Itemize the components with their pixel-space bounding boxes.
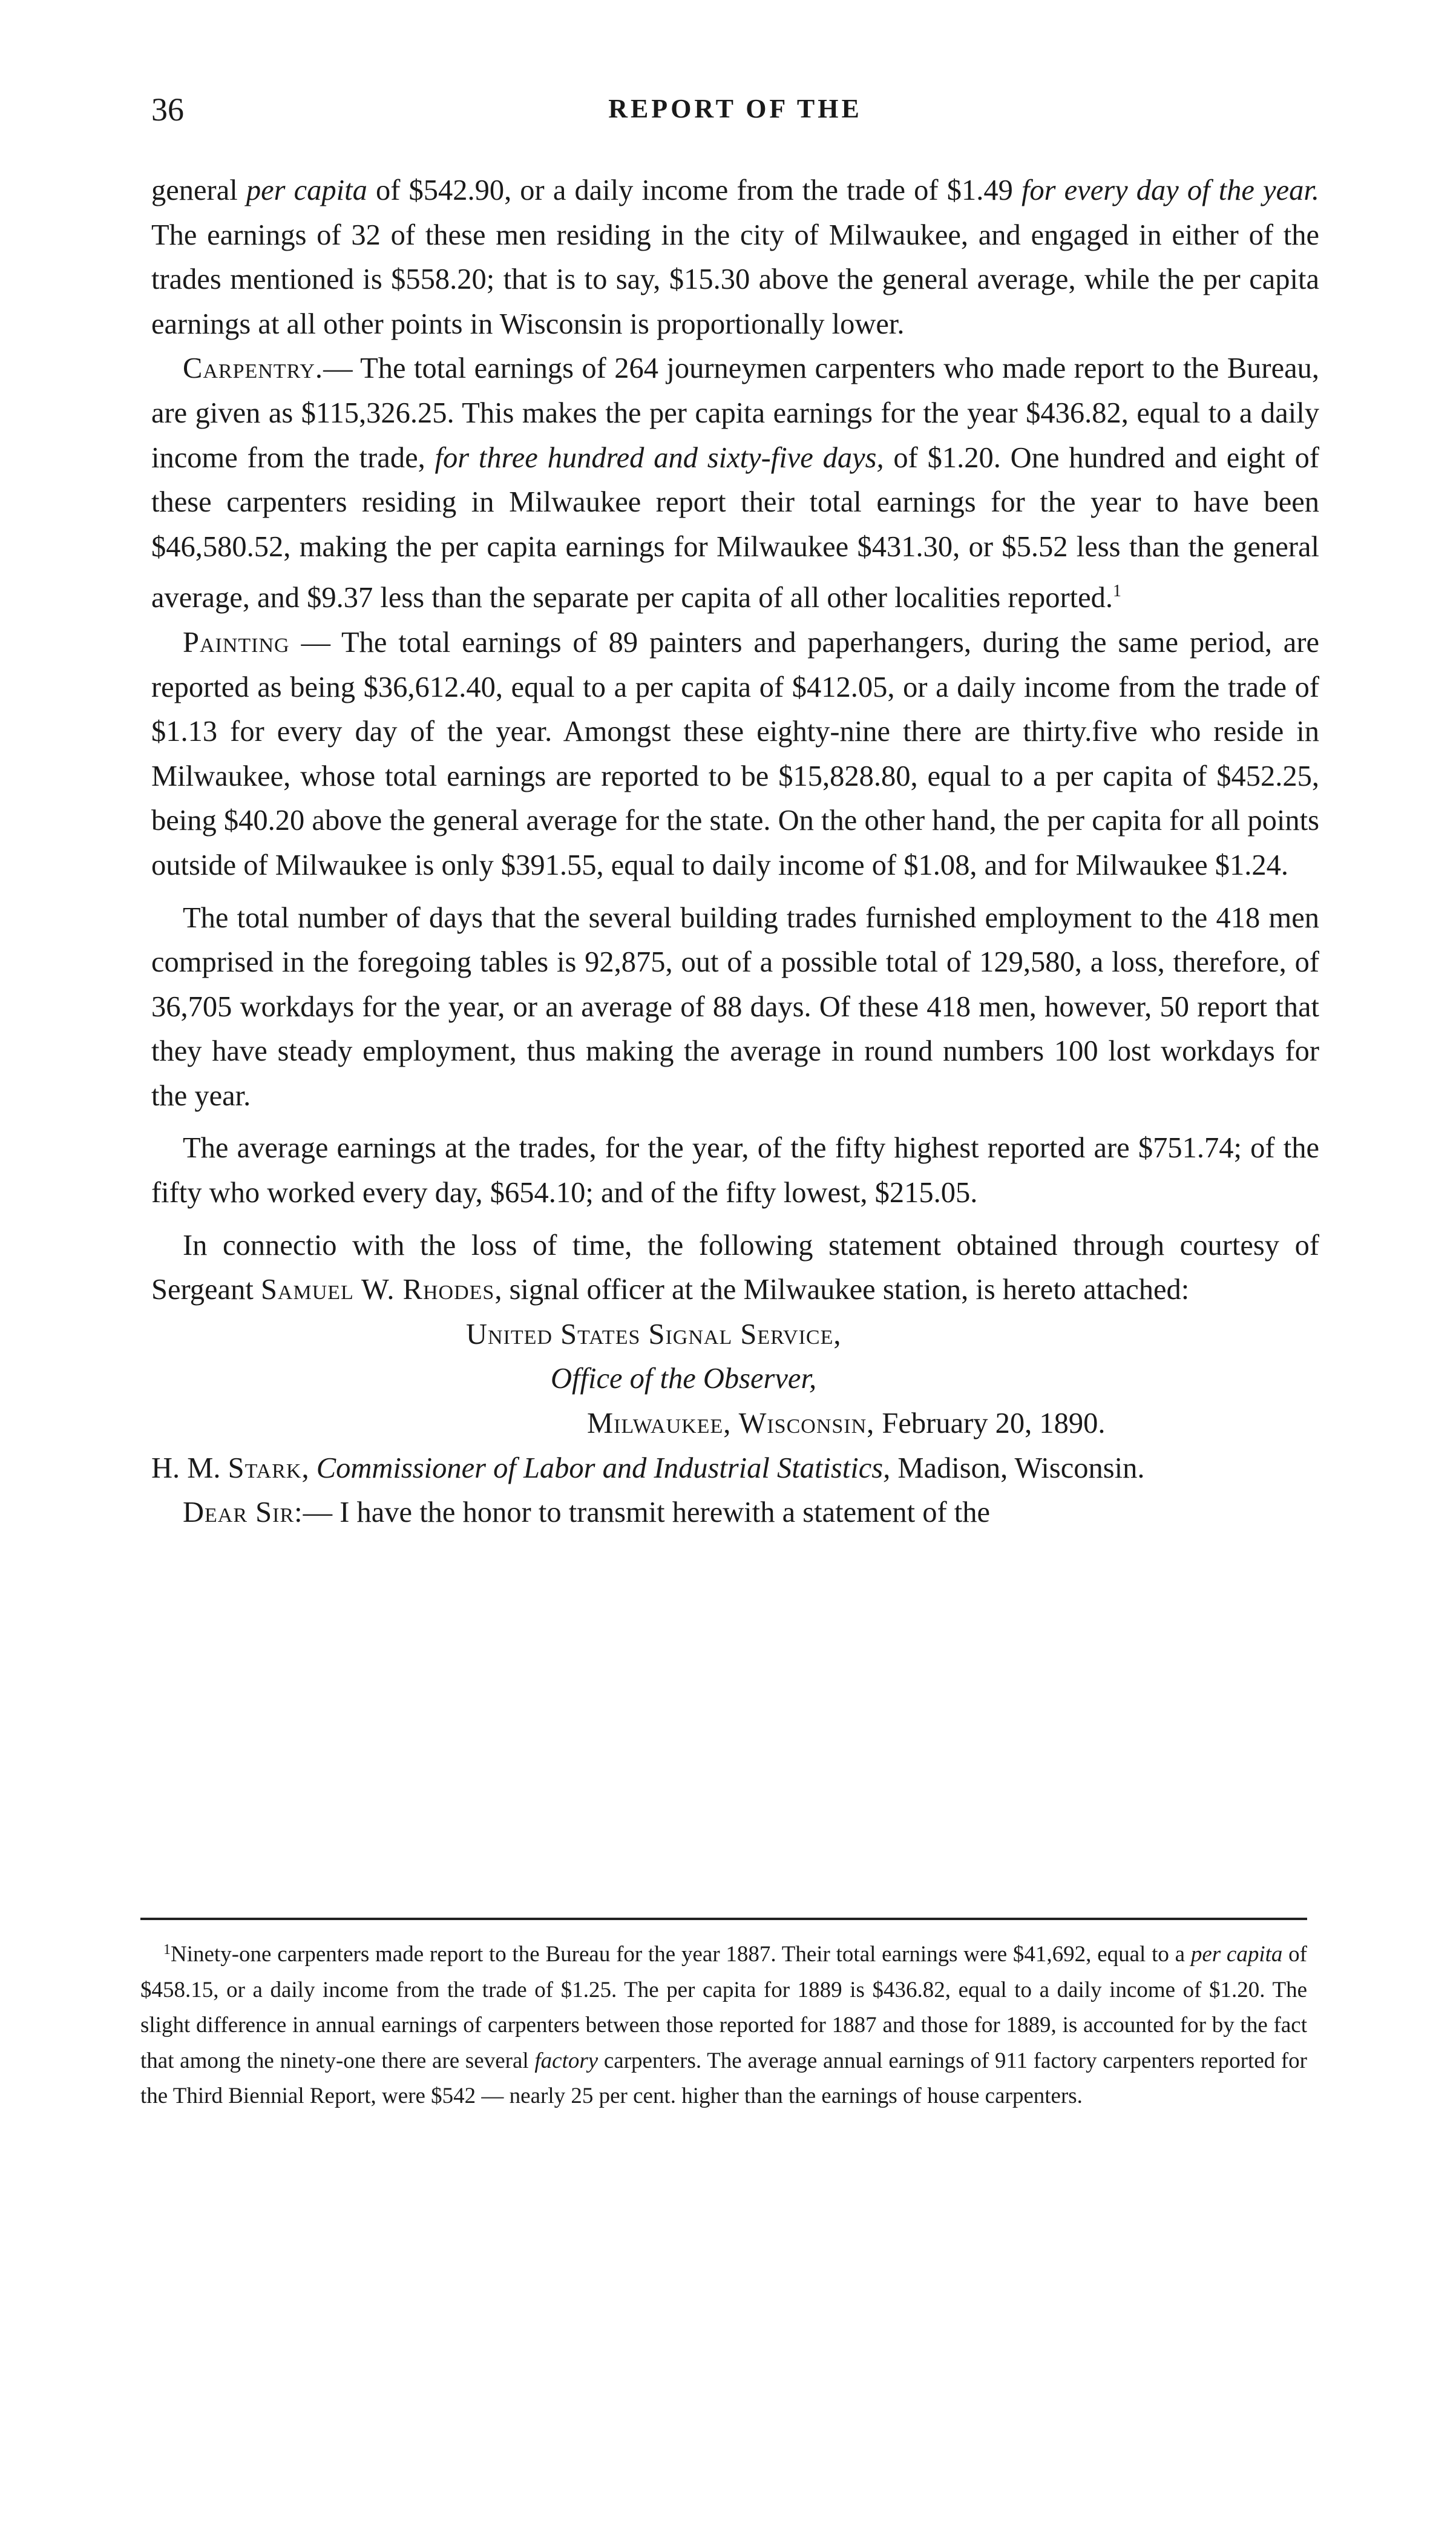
letter-heading [151,1312,1319,1446]
text-run: The earnings of 32 of these men residing in the city of Milwaukee, and engaged in either of the trades mentioned is $558.20; that is to say, $15.30 above the general average, while the per capita earnings at all other points in Wisconsin is proportionally lower. [151,219,1319,340]
page-number: 36 [151,91,184,128]
text-run: of $458.15, or a daily income from the trade of $1.25. The per capita for 1889 is $436.82, equal to a daily income of $1.20. The slight difference in annual earnings of carpenters between those reported for 1887 and those for 1889, is accounted for by the fact that among the ninety-one there are several [140,1942,1307,2073]
italic-run: for three hundred and sixty-five days, [435,441,884,474]
text-run: — The total earnings of 89 painters and paperhangers, during the same period, are reported as being $36,612.40, equal to a per capita of $412.05, or a daily income from the trade of $1.13 for every day of the year. Amongst these eighty-nine there are thirty.five who reside in Milwaukee, whose total earnings are reported to be $15,828.80, equal to a per capita of $452.25, being $40.20 above the general average for the state. On the other hand, the per capita for all points outside of Milwaukee is only $391.55, equal to daily income of $1.08, and for Milwaukee $1.24. [151,626,1319,881]
addressee-title: Commissioner of Labor and Industrial Statistics, [316,1452,891,1484]
footnote [140,1932,1307,2114]
paragraph-carpentry [151,346,1319,620]
letter-dateline [151,1401,1319,1446]
italic-run: Office of the Observer, [551,1363,817,1395]
italic-run: per capita [1190,1942,1283,1967]
paragraph-lost-workdays: The total number of days that the several building trades furnished employment to the 418 men comprised in the foregoing tables is 92,875, out of a possible total of 129,580, a loss, therefore, of 36,705 workdays for the year, or an average of 88 days. Of these 418 men, however, 50 report that they have steady employment, thus making the average in round numbers 100 lost workdays for the year. [151,901,1319,1112]
letter-office [151,1357,1319,1401]
page-header [151,91,1319,133]
paragraph-signal-service [151,1223,1319,1312]
running-head: REPORT OF THE [608,94,862,123]
italic-run: per capita [246,174,367,206]
text-run: In connectio with the loss of time, the following statement obtained through courtesy of Sergeant [151,1229,1319,1306]
text-run: Ninety-one carpenters made report to the Bureau for the year 1887. Their total earnings were $41,692, equal to a [171,1942,1191,1967]
paragraph-painting [151,620,1319,888]
letter-salutation: Dear Sir: [183,1496,303,1529]
text-run: general [151,174,246,206]
section-heading-painting: Painting [183,626,290,659]
section-heading-carpentry: Carpentry. [183,352,324,385]
text-run: — I have the honor to transmit herewith a statement of the [303,1496,990,1529]
footnote-divider [140,1918,1307,1920]
letter-addressee: H. M. Stark, Commissioner of Labor and Industrial Statistics, Madison, Wisconsin. [151,1452,1145,1484]
text-run: carpenters. The average annual earnings of 911 factory carpenters reported for the Third Biennial Report, were $542 — nearly 25 per cent. higher than the earnings of house carpenters. [140,2048,1307,2108]
text-run: , signal officer at the Milwaukee station, is hereto attached: [494,1274,1190,1306]
letter-place: Milwaukee, Wisconsin, [587,1407,875,1440]
paragraph-per-capita-summary [151,168,1319,346]
footnote-reference: 1 [1113,582,1122,601]
text-run: Madison, Wisconsin. [890,1452,1145,1484]
addressee-name: Stark [228,1452,302,1484]
letter-salutation-line [151,1490,1319,1535]
letter-organization: United States Signal Service, [466,1318,842,1350]
text-run: — The total earnings of 264 journeymen carpenters who made report to the Bureau, are given as $115,326.25. This makes the per capita earnings for the year $436.82, equal to a daily income from the trade, [151,352,1319,474]
letter-date: February 20, 1890. [874,1407,1106,1440]
italic-run: for every day of the year. [1021,174,1319,206]
paragraph-average-earnings: The average earnings at the trades, for the year, of the fifty highest reported are $751.74; of the fifty who worked every day, $654.10; and of the fifty lowest, $215.05. [151,1132,1319,1209]
person-name: Samuel W. Rhodes [260,1274,495,1306]
text-run: H. M. [151,1452,228,1484]
main-text [151,168,1319,1535]
text-run: of $542.90, or a daily income from the trade of $1.49 [367,174,1021,206]
italic-run: factory [534,2048,598,2073]
text-run: of $1.20. One hundred and eight of these carpenters residing in Milwaukee report their total earnings for the year to have been $46,580.52, making the per capita earnings for Milwaukee $431.30, or $5.52 less than the general average, and $9.37 less than the separate per capita of all other localities reported. [151,441,1319,614]
footnote-mark: 1 [163,1942,171,1958]
